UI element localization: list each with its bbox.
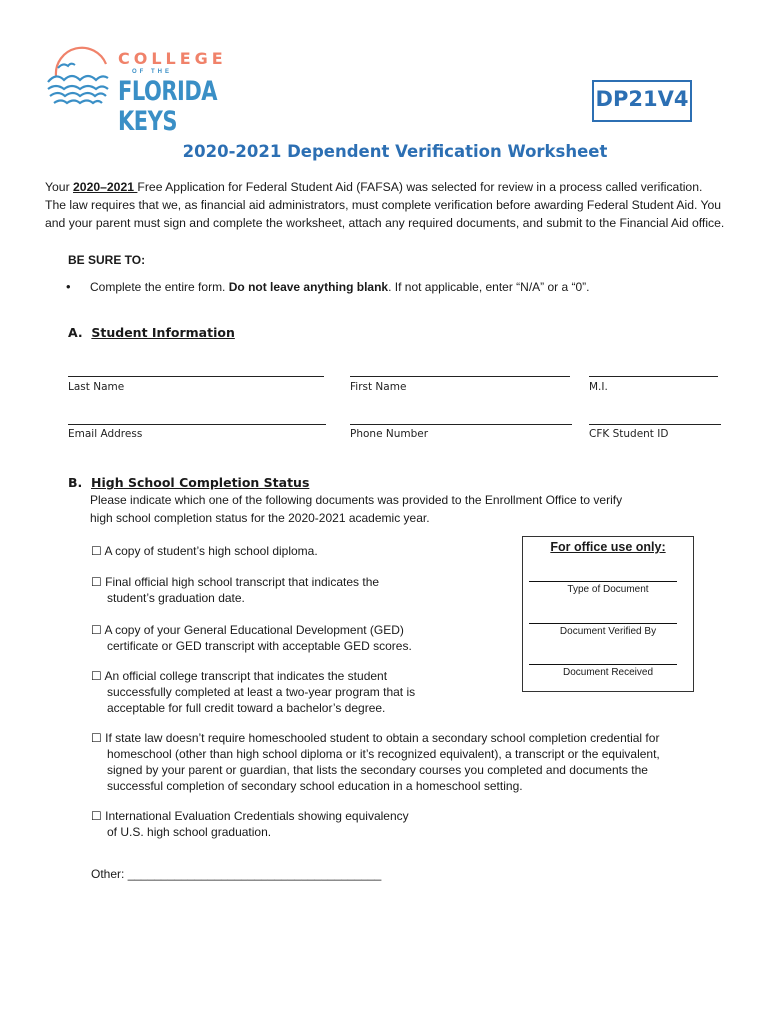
first-name-line[interactable] xyxy=(350,376,570,377)
intro-year: 2020–2021 xyxy=(73,180,138,194)
last-name-label: Last Name xyxy=(68,381,125,393)
option-transcript[interactable]: ☐ Final official high school transcript that indicates the student’s graduation date. xyxy=(91,575,380,605)
phone-label: Phone Number xyxy=(350,428,429,440)
document-verified-by-label: Document Verified By xyxy=(559,626,657,637)
checkbox-icon[interactable]: ☐ xyxy=(91,669,102,683)
college-logo xyxy=(44,46,234,136)
type-of-document-label: Type of Document xyxy=(567,584,649,595)
option-diploma[interactable]: ☐ A copy of student’s high school diploma. xyxy=(91,544,318,558)
phone-line[interactable] xyxy=(350,424,572,425)
option-international[interactable]: ☐ International Evaluation Credentials showing equivalency of U.S. high school graduation. xyxy=(91,809,409,839)
office-use-box xyxy=(522,536,694,692)
first-name-label: First Name xyxy=(350,381,407,393)
section-b-heading: B. High School Completion Status xyxy=(68,475,310,490)
be-sure-bullet: Complete the entire form. Do not leave anything blank. If not applicable, enter “N/A” or a “0”. xyxy=(90,280,590,294)
section-a-heading: A. Student Information xyxy=(68,325,235,340)
logo-college: COLLEGE xyxy=(118,49,227,68)
document-received-label: Document Received xyxy=(562,667,654,678)
option-homeschool[interactable]: ☐ If state law doesn’t require homeschooled student to obtain a secondary school completion credential for homeschool (other than high school diploma or it’s recognized equivalent), a transcript or the equivalent, signed by your parent or guardian, that lists the secondary courses you completed and documents the successful completion of secondary school education in a homeschool setting. xyxy=(91,731,660,793)
checkbox-icon[interactable]: ☐ xyxy=(91,731,102,745)
other-field[interactable] xyxy=(91,866,381,882)
option-college-transcript[interactable]: ☐ An official college transcript that indicates the student successfully completed at least a two-year program that is acceptable for full credit toward a bachelor’s degree. xyxy=(91,669,416,715)
checkbox-icon[interactable]: ☐ xyxy=(91,623,102,637)
checkbox-icon[interactable]: ☐ xyxy=(91,809,102,823)
office-use-title: For office use only: xyxy=(550,540,666,554)
section-b-instructions-2: high school completion status for the 2020-2021 academic year. xyxy=(90,511,430,525)
logo-florida-keys: FLORIDA KEYS xyxy=(118,76,217,136)
mi-line[interactable] xyxy=(589,376,718,377)
student-id-label: CFK Student ID xyxy=(589,428,669,440)
checkbox-icon[interactable]: ☐ xyxy=(91,575,102,589)
logo-of-the: OF THE xyxy=(132,69,172,75)
be-sure-heading: BE SURE TO: xyxy=(68,253,146,267)
page-title: 2020-2021 Dependent Verification Worksheet xyxy=(182,142,608,161)
student-id-line[interactable] xyxy=(589,424,721,425)
document-verified-by-line xyxy=(529,623,677,624)
waves-sun-icon xyxy=(44,46,114,110)
other-label: Other: xyxy=(91,867,128,881)
email-label: Email Address xyxy=(68,428,143,440)
option-ged[interactable]: ☐ A copy of your General Educational Development (GED) certificate or GED transcript with acceptable GED scores. xyxy=(91,623,412,653)
section-b-instructions-1: Please indicate which one of the following documents was provided to the Enrollment Office to verify xyxy=(90,493,623,507)
last-name-line[interactable] xyxy=(68,376,324,377)
form-code: DP21V4 xyxy=(595,87,689,111)
form-code-box xyxy=(592,80,692,122)
checkbox-icon[interactable]: ☐ xyxy=(91,544,102,558)
type-of-document-line xyxy=(529,581,677,582)
email-line[interactable] xyxy=(68,424,326,425)
other-line[interactable]: ______________________________________ xyxy=(127,867,382,881)
mi-label: M.I. xyxy=(589,381,608,393)
intro-paragraph: Your 2020–2021 Free Application for Federal Student Aid (FAFSA) was selected for review in a process called verification. The law requires that we, as financial aid administrators, must complete verification before awarding Federal Student Aid. You and your parent must sign and complete the worksheet, attach any required documents, and submit to the Financial Aid office. xyxy=(45,180,725,230)
document-received-line xyxy=(529,664,677,665)
bullet-icon: • xyxy=(66,279,71,294)
